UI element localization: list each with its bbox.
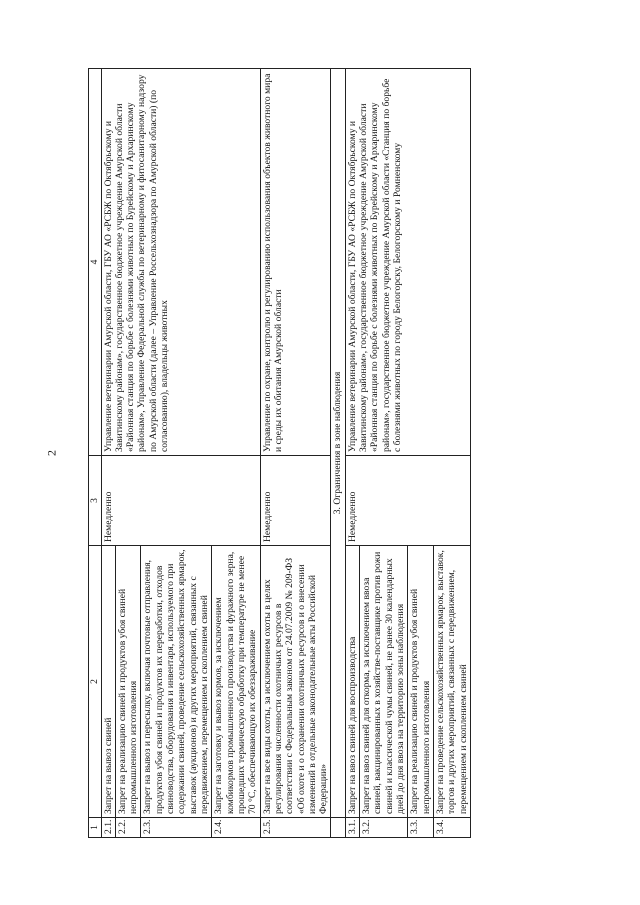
header-cell: 3 bbox=[89, 456, 102, 546]
measure-text: Запрет на ввоз свиней для воспроизводства bbox=[345, 546, 359, 818]
measure-text: Запрет на заготовку и вывоз кормов, за исключением комбикормов промышленного производства и фуражного зерна, прошедших термическую обработку при температуре не менее 70 °С, обеспечивающую их обеззараживание bbox=[212, 546, 260, 818]
row-number: 3.1. bbox=[345, 818, 359, 838]
header-cell: 2 bbox=[89, 546, 102, 818]
section-spacer bbox=[331, 818, 345, 838]
header-cell: 1 bbox=[89, 818, 102, 838]
deadline: Немедленно bbox=[345, 456, 470, 546]
row-number: 2.4. bbox=[212, 818, 260, 838]
responsible: Управление ветеринарии Амурской области, ГБУ АО «РСБЖ по Октябрьскому и Завитинскому районам», государственное бюджетное учреждение Амурской области «Районная станция по борьбе с болезнями животных по Бурейскому и Архаринскому районам», Управление Федеральной службы по ветеринарному и фитосанитарному надзору по Амурской области (далее – Управление Россельхознадзора по Амурской области) (по согласованию), владельцы животных bbox=[101, 69, 260, 456]
measure-text: Запрет на реализацию свиней и продуктов убоя свиней непромышленного изготовления bbox=[408, 546, 434, 818]
deadline: Немедленно bbox=[260, 456, 331, 546]
measure-text: Запрет на все виды охоты, за исключением охоты в целях регулирования численности охотничьих ресурсов в соответствии с Федеральным законом от 24.07.2009 № 209-ФЗ «Об охоте и о сохранении охотничьих ресурсов и о внесении изменений в отдельные законодательные акты Российской Федерации» bbox=[260, 546, 331, 818]
deadline: Немедленно bbox=[101, 456, 260, 546]
header-cell: 4 bbox=[89, 69, 102, 456]
measure-text: Запрет на проведение сельскохозяйственных ярмарок, выставок, торгов и других мероприятий, связанных с передвижением, перемещением и скоплением свиней bbox=[433, 546, 470, 818]
measure-text: Запрет на ввоз свиней для откорма, за исключением ввоза свиней, вакцинированных в хозяйстве-поставщике против рожи свиней и классической чумы свиней, не ранее 30 календарных дней до дня ввоза на территорию зоны наблюдения bbox=[360, 546, 408, 818]
measure-text: Запрет на реализацию свиней и продуктов убоя свиней непромышленного изготовления bbox=[115, 546, 141, 818]
row-number: 2.1. bbox=[101, 818, 115, 838]
measure-text: Запрет на вывоз и пересылку, включая почтовые отправления, продуктов убоя свиней и продуктов их переработки, отходов свиноводства, оборудования и инвентаря, используемого при содержании свиней, проведение сельскохозяйственных ярмарок, выставок (аукционов) и других мероприятий, связанных с передвижением, перемещением и скоплением свиней bbox=[141, 546, 212, 818]
section-title: 3. Ограничения в зоне наблюдения bbox=[331, 69, 345, 818]
row-number: 2.5. bbox=[260, 818, 331, 838]
rotated-page-area bbox=[88, 68, 478, 838]
row-number: 2.3. bbox=[141, 818, 212, 838]
row-number: 3.2. bbox=[360, 818, 408, 838]
page-number: 2 bbox=[44, 450, 59, 456]
rotated-table-wrapper bbox=[88, 68, 478, 838]
measure-text: Запрет на вывоз свиней bbox=[101, 546, 115, 818]
table-row bbox=[260, 69, 331, 838]
table-row bbox=[101, 69, 115, 838]
section-row bbox=[331, 69, 345, 838]
row-number: 3.3. bbox=[408, 818, 434, 838]
responsible: Управление по охране, контролю и регулированию использования объектов животного мира и среды их обитания Амурской области bbox=[260, 69, 331, 456]
measures-table bbox=[88, 68, 471, 838]
responsible: Управление ветеринарии Амурской области, ГБУ АО «РСБЖ по Октябрьскому и Завитинскому районам», государственное бюджетное учреждение Амурской области «Районная станция по борьбе с болезнями животных по Бурейскому и Архаринскому районам», государственное бюджетное учреждение Амурской области «Станция по борьбе с болезнями животных по городу Белогорску, Белогорскому и Ромненскому bbox=[345, 69, 470, 456]
row-number: 2.2. bbox=[115, 818, 141, 838]
table-row bbox=[345, 69, 359, 838]
header-row bbox=[89, 69, 102, 838]
row-number: 3.4. bbox=[433, 818, 470, 838]
